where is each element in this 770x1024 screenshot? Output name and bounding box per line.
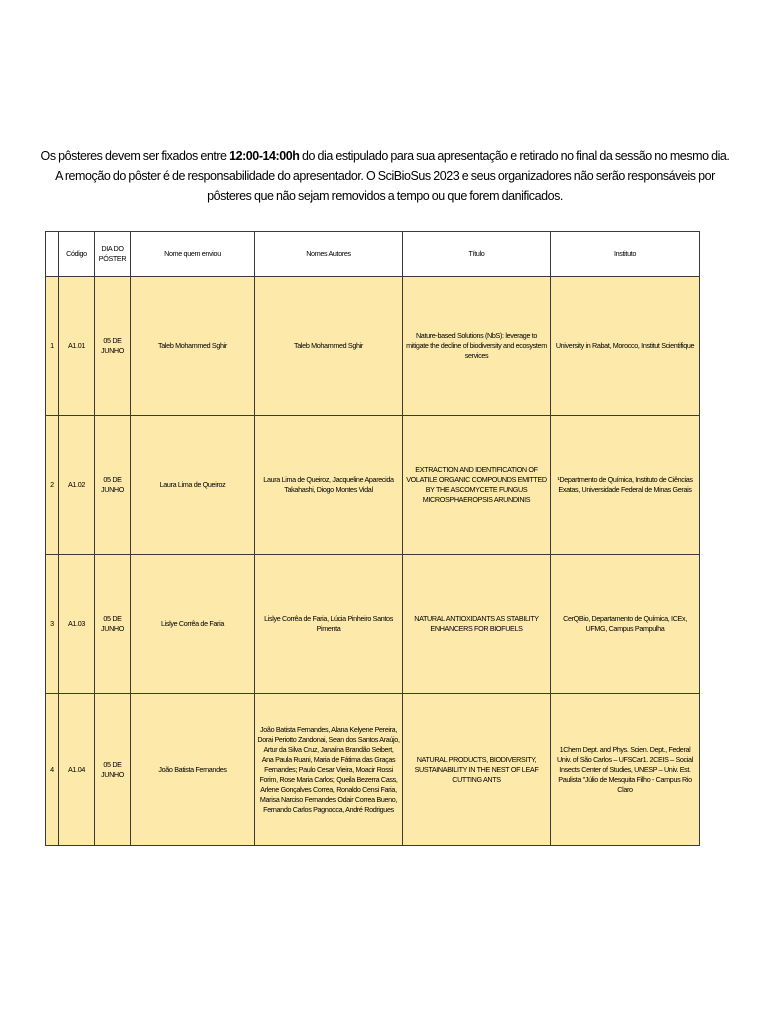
header-code: Código [59,232,95,277]
institute-name: 1Chem Dept. and Phys. Scien. Dept., Federal Univ. of São Carlos – UFSCar1. 2CEIS – Social Insects Center of Studies, UNESP – Univ. Est. Paulista "Júlio de Mesquita Filho - Campus Rio Claro [551,694,700,846]
table-row [46,277,700,416]
institute-name: CerQBio, Departamento de Química, ICEx, UFMG, Campus Pampulha [551,555,700,694]
author-names: Lislye Corrêa de Faria, Lúcia Pinheiro Santos Pimenta [255,555,403,694]
poster-instructions [40,146,730,206]
poster-day: 05 DE JUNHO [95,694,131,846]
poster-day: 05 DE JUNHO [95,277,131,416]
row-index: 1 [46,277,59,416]
header-index [46,232,59,277]
author-names: Taleb Mohammed Sghir [255,277,403,416]
notice-time-window: 12:00-14:00h [229,148,300,163]
sender-name: Lislye Corrêa de Faria [131,555,255,694]
poster-title: Nature-based Solutions (NbS): leverage to mitigate the decline of biodiversity and ecosystem services [403,277,551,416]
author-names: João Batista Fernandes, Alana Kelyene Pereira, Dorai Periotto Zandonai, Sean dos Santos Araújo, Artur da Silva Cruz, Janaína Brandão Seibert, Ana Paula Ruani, Maria de Fátima das Graças Fernandes; Paulo Cesar Vieira, Moacir Rossi Forim, Rose Maria Carlos; Queila Bezerra Cass, Arlene Gonçalves Correa, Ronaldo Censi Faria, Marisa Narciso Fernandes Odair Correa Bueno, Fernando Carlos Pagnocca, André Rodrigues [255,694,403,846]
header-title: Título [403,232,551,277]
header-poster-day: DIA DO PÓSTER [95,232,131,277]
sender-name: Laura Lima de Queiroz [131,416,255,555]
poster-day: 05 DE JUNHO [95,416,131,555]
institute-name: University in Rabat, Morocco, Institut Scientifique [551,277,700,416]
row-index: 3 [46,555,59,694]
institute-name: ¹Departmento de Química, Instituto de Ciências Exatas, Universidade Federal de Minas Gerais [551,416,700,555]
poster-code: A1.04 [59,694,95,846]
table-row [46,416,700,555]
header-sender-name: Nome quem enviou [131,232,255,277]
poster-title: EXTRACTION AND IDENTIFICATION OF VOLATILE ORGANIC COMPOUNDS EMITTED BY THE ASCOMYCETE FUNGUS MICROSPHAEROPSIS ARUNDINIS [403,416,551,555]
poster-code: A1.02 [59,416,95,555]
poster-schedule-table [45,231,700,846]
row-index: 4 [46,694,59,846]
author-names: Laura Lima de Queiroz, Jacqueline Aparecida Takahashi, Diogo Montes Vidal [255,416,403,555]
sender-name: João Batista Fernandes [131,694,255,846]
poster-code: A1.01 [59,277,95,416]
table-header-row [46,232,700,277]
poster-title: NATURAL PRODUCTS, BIODIVERSITY, SUSTAINABILITY IN THE NEST OF LEAF CUTTING ANTS [403,694,551,846]
header-author-names: Nomes Autores [255,232,403,277]
row-index: 2 [46,416,59,555]
poster-title: NATURAL ANTIOXIDANTS AS STABILITY ENHANCERS FOR BIOFUELS [403,555,551,694]
table-row [46,555,700,694]
poster-day: 05 DE JUNHO [95,555,131,694]
notice-text-end: do dia estipulado para sua apresentação e retirado no final da sessão no mesmo dia. A remoção do pôster é de responsabilidade do apresentador. O SciBioSus 2023 e seus organizadores não serão responsáveis por pôsteres que não sejam removidos a tempo ou que forem danificados. [55,148,730,203]
notice-text-start: Os pôsteres devem ser fixados entre [40,148,230,163]
table-row [46,694,700,846]
sender-name: Taleb Mohammed Sghir [131,277,255,416]
header-institute: Instituto [551,232,700,277]
poster-code: A1.03 [59,555,95,694]
